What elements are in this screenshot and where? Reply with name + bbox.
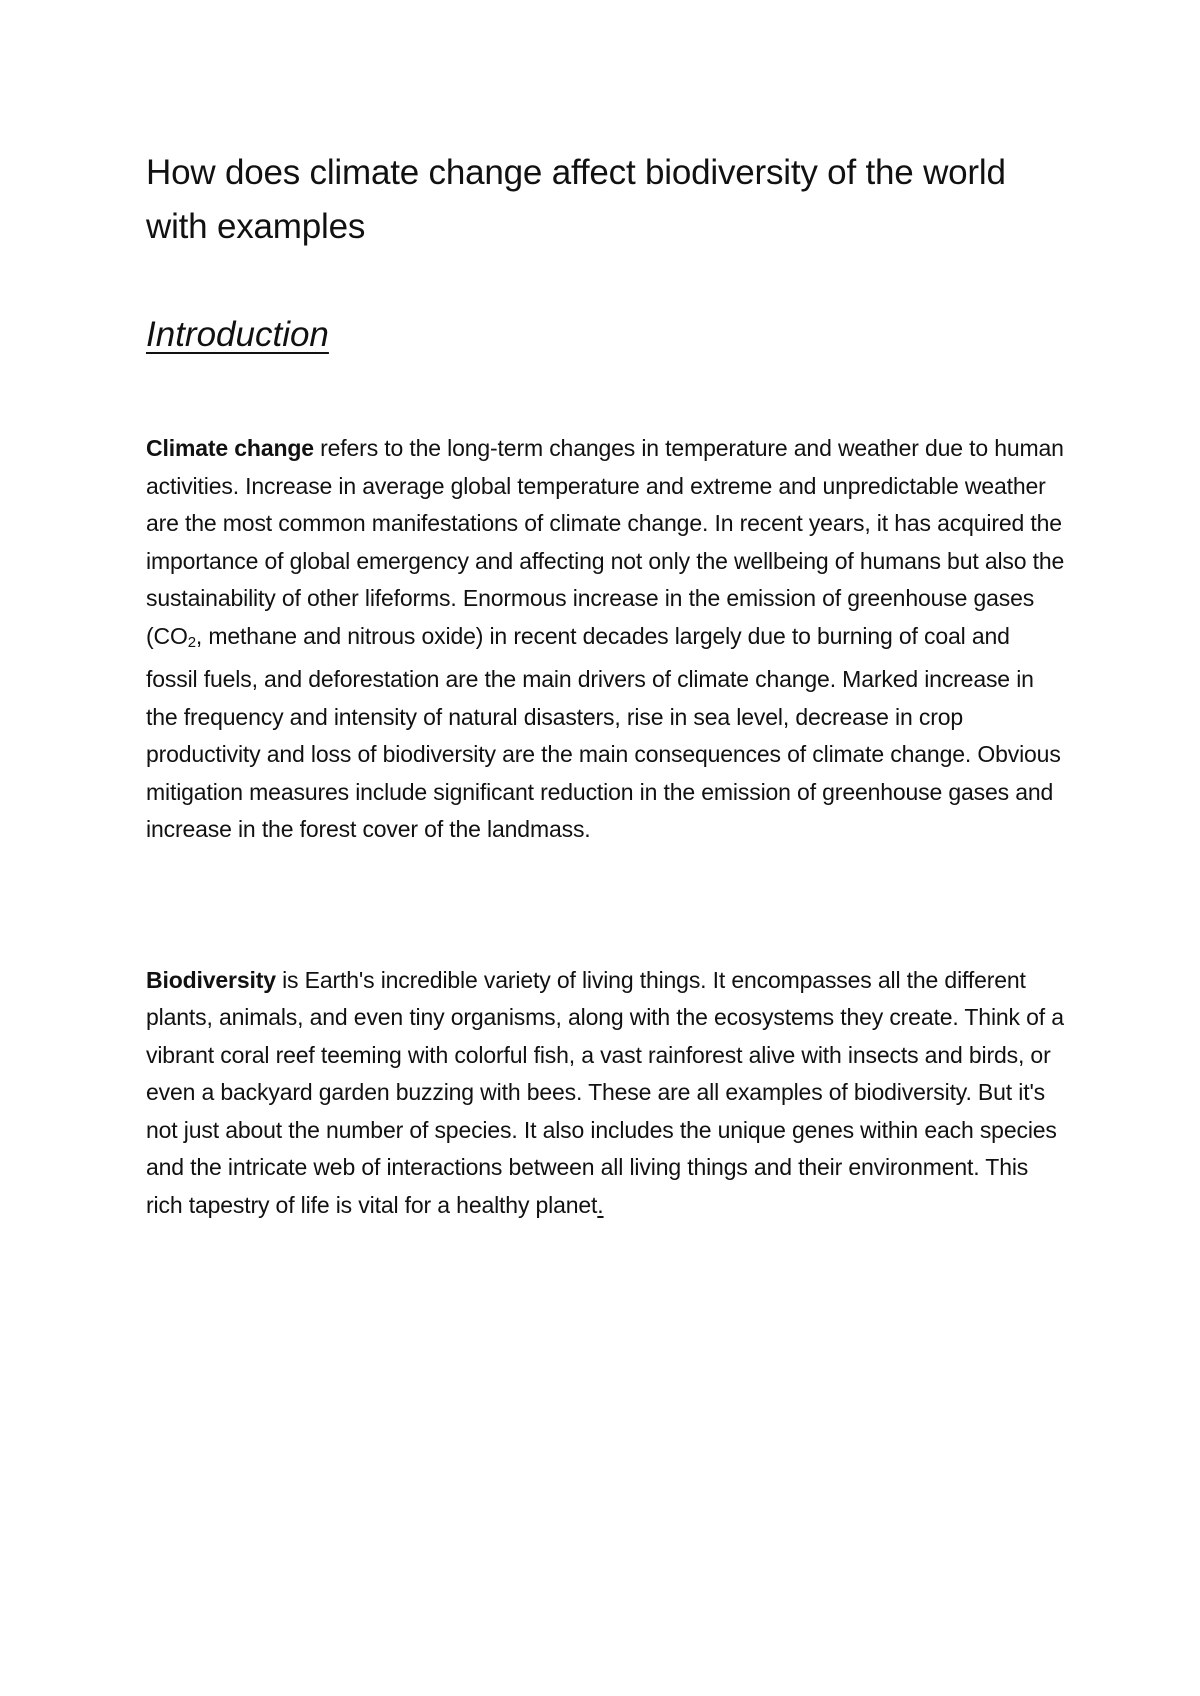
climate-text-part-1: refers to the long-term changes in temperature and weather due to human activities. Increase in average global temperature and extreme and unpredictable weather are the most common manifestations of climate change. In recent years, it has acquired the importance of global emergency and affecting not only the wellbeing of humans but also the sustainability of other lifeforms. Enormous increase in the emission of greenhouse gases (CO — [146, 435, 1065, 649]
term-climate-change: Climate change — [146, 435, 314, 461]
co2-subscript: 2 — [187, 633, 196, 651]
term-biodiversity: Biodiversity — [146, 966, 276, 993]
paragraph-climate-change — [146, 430, 1066, 849]
biodiversity-text: is Earth's incredible variety of living things. It encompasses all the different plants, animals, and even tiny organisms, along with the ecosystems they create. Think of a vibrant coral reef teeming with colorful fish, a vast rainforest alive with insects and birds, or even a backyard garden buzzing with bees. These are all examples of biodiversity. But it's not just about the number of species. It also includes the unique genes within each species and the intricate web of interactions between all living things and their environment. This rich tapestry of life is vital for a healthy planet — [146, 966, 1064, 1218]
paragraph-biodiversity — [146, 962, 1066, 1225]
section-heading-introduction — [146, 308, 1066, 362]
document-title: How does climate change affect biodiversity of the world with examples — [146, 153, 1006, 246]
biodiversity-final-period: . — [597, 1191, 604, 1218]
climate-text-part-2: , methane and nitrous oxide) in recent decades largely due to burning of coal and fossil fuels, and deforestation are the main drivers of climate change. Marked increase in the frequency and intensity of natural disasters, rise in sea level, decrease in crop productivity and loss of biodiversity are the main consequences of climate change. Obvious mitigation measures include significant reduction in the emission of greenhouse gases and increase in the forest cover of the landmass. — [146, 622, 1061, 842]
section-heading-text: Introduction — [146, 315, 329, 354]
document-body — [146, 146, 1066, 1224]
